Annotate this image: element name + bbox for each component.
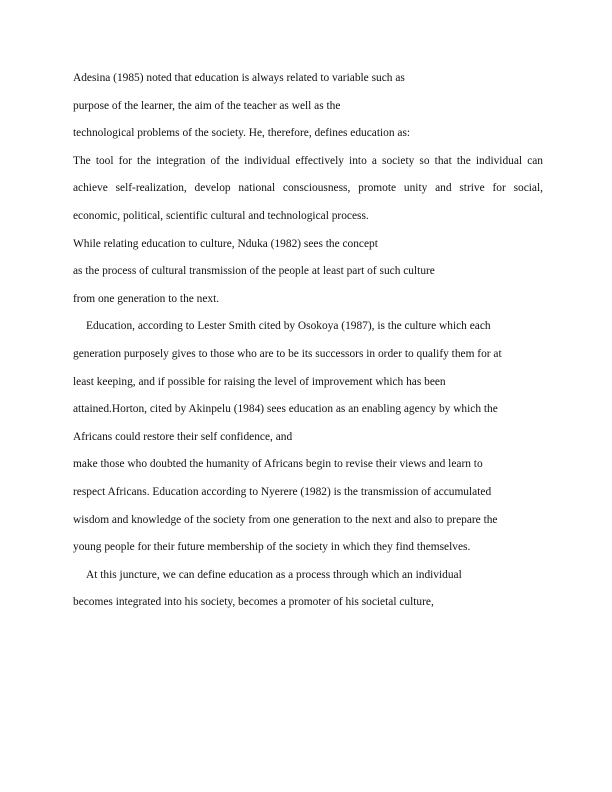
body-text — [73, 68, 543, 620]
text-line: Africans could restore their self confidence, and — [73, 430, 293, 443]
text-line: becomes integrated into his society, becomes a promoter of his societal culture, — [73, 596, 434, 609]
text-line: technological problems of the society. He, therefore, defines education as: — [73, 127, 411, 140]
text-line: While relating education to culture, Nduka (1982) sees the concept — [73, 237, 378, 250]
text-line: young people for their future membership of the society in which they find themselves. — [73, 541, 471, 554]
text-line: Adesina (1985) noted that education is always related to variable such as — [73, 72, 405, 84]
text-line: least keeping, and if possible for raising the level of improvement which has been — [73, 375, 446, 388]
text-line: wisdom and knowledge of the society from one generation to the next and also to prepare the — [73, 513, 498, 526]
text-line: purpose of the learner, the aim of the teacher as well as the — [73, 99, 341, 112]
block-quote-line: achieve self-realization, develop national consciousness, promote unity and strive for social, — [73, 182, 543, 195]
text-line: respect Africans. Education according to Nyerere (1982) is the transmission of accumulated — [73, 485, 492, 498]
text-line: generation purposely gives to those who are to be its successors in order to qualify them for at — [73, 347, 502, 360]
text-line: make those who doubted the humanity of Africans begin to revise their views and learn to — [73, 458, 483, 471]
paragraph-first-line: Education, according to Lester Smith cited by Osokoya (1987), is the culture which each — [86, 320, 491, 333]
block-quote-line: economic, political, scientific cultural and technological process. — [73, 209, 369, 222]
paragraph-first-line: At this juncture, we can define education as a process through which an individual — [86, 568, 462, 581]
block-quote-line: The tool for the integration of the individual effectively into a society so that the individual can — [73, 154, 543, 167]
text-line: attained.Horton, cited by Akinpelu (1984) sees education as an enabling agency by which the — [73, 403, 498, 416]
text-line: as the process of cultural transmission of the people at least part of such culture — [73, 265, 435, 278]
text-line: from one generation to the next. — [73, 292, 220, 305]
